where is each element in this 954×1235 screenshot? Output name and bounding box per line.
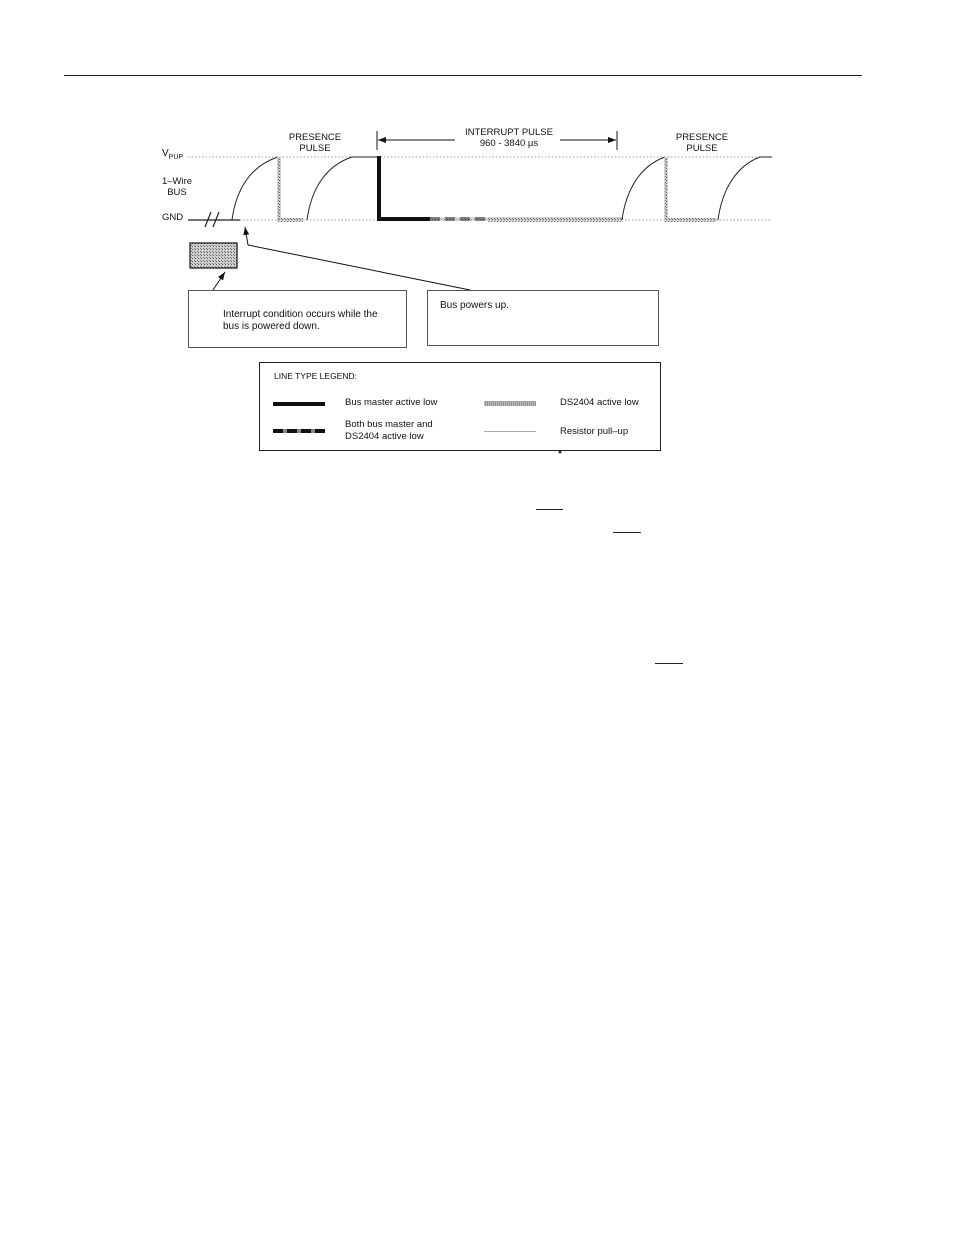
presence-pulse-1	[277, 157, 281, 221]
legend-swatch-both	[273, 429, 325, 433]
presence-left-line1: PRESENCE	[288, 132, 342, 143]
leader-powerup	[248, 245, 470, 290]
legend-title: LINE TYPE LEGEND:	[274, 371, 357, 381]
presence-right-line1: PRESENCE	[675, 132, 729, 143]
legend-both-line1: Both bus master and	[345, 419, 433, 430]
overbar-mark-3	[655, 663, 683, 664]
gnd-label: GND	[162, 212, 184, 223]
callout-interrupt-line1: Interrupt condition occurs while the	[223, 309, 378, 320]
pullup-curve-1	[232, 157, 278, 220]
presence-pulse-1-low	[277, 218, 303, 222]
legend-swatch-pullup	[484, 431, 536, 432]
bus-label-line1: 1–Wire	[161, 176, 193, 187]
interrupt-label-line1: INTERRUPT PULSE	[465, 127, 553, 138]
interrupt-condition-marker	[190, 243, 237, 268]
overbar-mark-1	[536, 509, 563, 510]
pullup-curve-3	[622, 157, 665, 220]
legend-pullup: Resistor pull–up	[560, 426, 629, 437]
interrupt-label-line2: 960 - 3840 µs	[479, 138, 539, 149]
callout-bus-powers-up	[427, 290, 659, 346]
pullup-curve-4	[718, 157, 760, 220]
line-type-legend	[259, 362, 661, 451]
callout-interrupt-condition	[188, 290, 407, 348]
callout-interrupt-line2: bus is powered down.	[223, 321, 320, 332]
legend-swatch-ds2404	[484, 401, 536, 406]
presence-left-line2: PULSE	[299, 143, 331, 154]
legend-both-line2: DS2404 active low	[345, 431, 424, 442]
presence-right-line2: PULSE	[686, 143, 718, 154]
pullup-curve-2	[307, 157, 352, 220]
overbar-mark-2	[613, 532, 641, 533]
legend-swatch-master	[273, 402, 325, 406]
presence-pulse-2-low	[664, 218, 716, 222]
leader-interrupt	[213, 272, 225, 290]
legend-bus-master: Bus master active low	[345, 397, 438, 408]
vpup-label: $V_{PUP}$	[162, 148, 184, 161]
presence-pulse-2	[664, 157, 668, 221]
both-low-shade	[430, 217, 488, 221]
bus-label-line2: BUS	[167, 187, 187, 198]
ds2404-low-segment	[488, 217, 623, 222]
legend-ds2404: DS2404 active low	[560, 397, 639, 408]
callout-powerup-text: Bus powers up.	[440, 300, 509, 311]
leader-powerup-arrow	[245, 227, 248, 245]
